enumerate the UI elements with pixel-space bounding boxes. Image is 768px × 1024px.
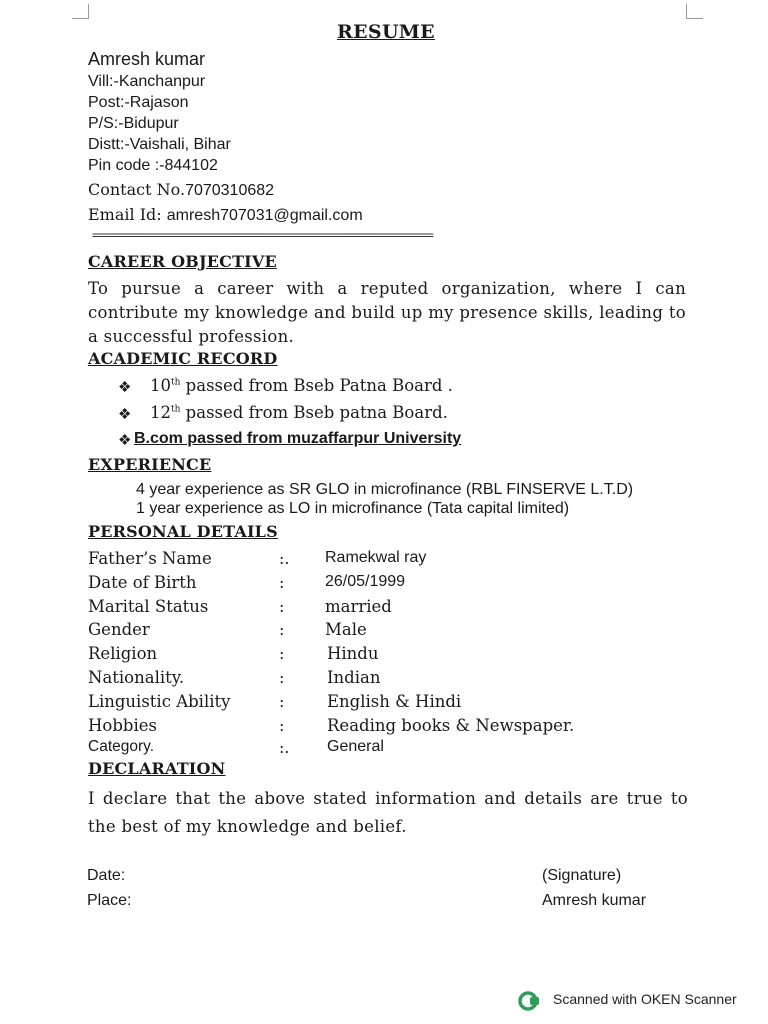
email-line	[88, 205, 363, 225]
personal-detail-value: 26/05/1999	[325, 573, 406, 590]
experience-heading: EXPERIENCE	[88, 455, 212, 474]
personal-detail-label: Category.	[88, 738, 155, 755]
experience-item: 1 year experience as LO in microfinance (Tata capital limited)	[136, 500, 570, 517]
personal-detail-colon: :	[279, 620, 285, 639]
personal-detail-label: Marital Status	[88, 597, 209, 616]
personal-detail-value: married	[325, 597, 392, 616]
address-district: Distt:-Vaishali, Bihar	[88, 136, 231, 153]
academic-item-text: passed from Bseb patna Board.	[180, 403, 448, 422]
address-pin-code: Pin code :-844102	[88, 157, 218, 174]
academic-item	[150, 376, 453, 395]
experience-item: 4 year experience as SR GLO in microfinance (RBL FINSERVE L.T.D)	[136, 481, 634, 498]
academic-record-heading: ACADEMIC RECORD	[88, 349, 278, 368]
personal-detail-label: Linguistic Ability	[88, 692, 231, 711]
scanner-watermark-text: Scanned with OKEN Scanner	[553, 991, 737, 1007]
personal-detail-label: Nationality.	[88, 668, 185, 687]
personal-detail-value: Reading books & Newspaper.	[327, 716, 575, 735]
bullet-icon: ❖	[118, 378, 132, 396]
place-label: Place:	[87, 892, 132, 909]
personal-detail-value: Male	[325, 620, 367, 639]
academic-item	[150, 403, 448, 422]
email-value: amresh707031@gmail.com	[166, 207, 363, 224]
personal-detail-colon: :	[279, 668, 285, 687]
personal-detail-value: General	[327, 738, 384, 755]
oken-scanner-icon	[518, 991, 540, 1011]
academic-item-bcom: B.com passed from muzaffarpur University	[134, 430, 462, 447]
personal-detail-colon: :.	[279, 738, 290, 757]
personal-detail-value: Hindu	[327, 644, 379, 663]
personal-detail-colon: :	[279, 644, 285, 663]
academic-item-num: 10	[150, 376, 171, 395]
personal-detail-label: Date of Birth	[88, 573, 197, 592]
contact-value: 7070310682	[185, 182, 275, 199]
personal-detail-label: Religion	[88, 644, 158, 663]
academic-item-sup: th	[171, 377, 181, 388]
applicant-name: Amresh kumar	[88, 49, 206, 69]
academic-item-num: 12	[150, 403, 171, 422]
personal-detail-value: English & Hindi	[327, 692, 462, 711]
email-label: Email Id:	[88, 205, 167, 224]
address-post: Post:-Rajason	[88, 94, 189, 111]
separator-line: =========================================================	[92, 228, 433, 242]
signature-name: Amresh kumar	[542, 892, 647, 909]
personal-detail-colon: :	[279, 716, 285, 735]
bullet-icon: ❖	[118, 405, 132, 423]
personal-detail-colon: :	[279, 573, 285, 592]
personal-detail-label: Gender	[88, 620, 150, 639]
address-police-station: P/S:-Bidupur	[88, 115, 179, 132]
address-village: Vill:-Kanchanpur	[88, 73, 206, 90]
bullet-icon: ❖	[118, 431, 132, 449]
page-corner-mark-left	[72, 4, 89, 19]
academic-item-sup: th	[171, 404, 181, 415]
personal-detail-colon: :	[279, 692, 285, 711]
contact-number	[88, 180, 274, 200]
declaration-heading: DECLARATION	[88, 759, 226, 778]
personal-detail-value: Ramekwal ray	[325, 549, 427, 566]
career-objective-text: To pursue a career with a reputed organization, where I can contribute my knowledge and build up my presence skills, leading to a successful profession.	[88, 279, 686, 346]
personal-details-heading: PERSONAL DETAILS	[88, 522, 278, 541]
date-label: Date:	[87, 867, 126, 884]
personal-detail-colon: :	[279, 597, 285, 616]
declaration-text: I declare that the above stated information and details are true to the best of my knowledge and belief.	[88, 789, 688, 836]
signature-label: (Signature)	[542, 867, 622, 884]
personal-detail-value: Indian	[327, 668, 381, 687]
career-objective-heading: CAREER OBJECTIVE	[88, 252, 277, 271]
contact-label: Contact No.	[88, 180, 186, 199]
academic-item-text: passed from Bseb Patna Board .	[180, 376, 453, 395]
personal-detail-label: Father’s Name	[88, 549, 212, 568]
personal-detail-label: Hobbies	[88, 716, 157, 735]
resume-title: RESUME	[337, 21, 435, 43]
page-corner-mark-right	[686, 4, 703, 19]
personal-detail-colon: :.	[279, 549, 290, 568]
